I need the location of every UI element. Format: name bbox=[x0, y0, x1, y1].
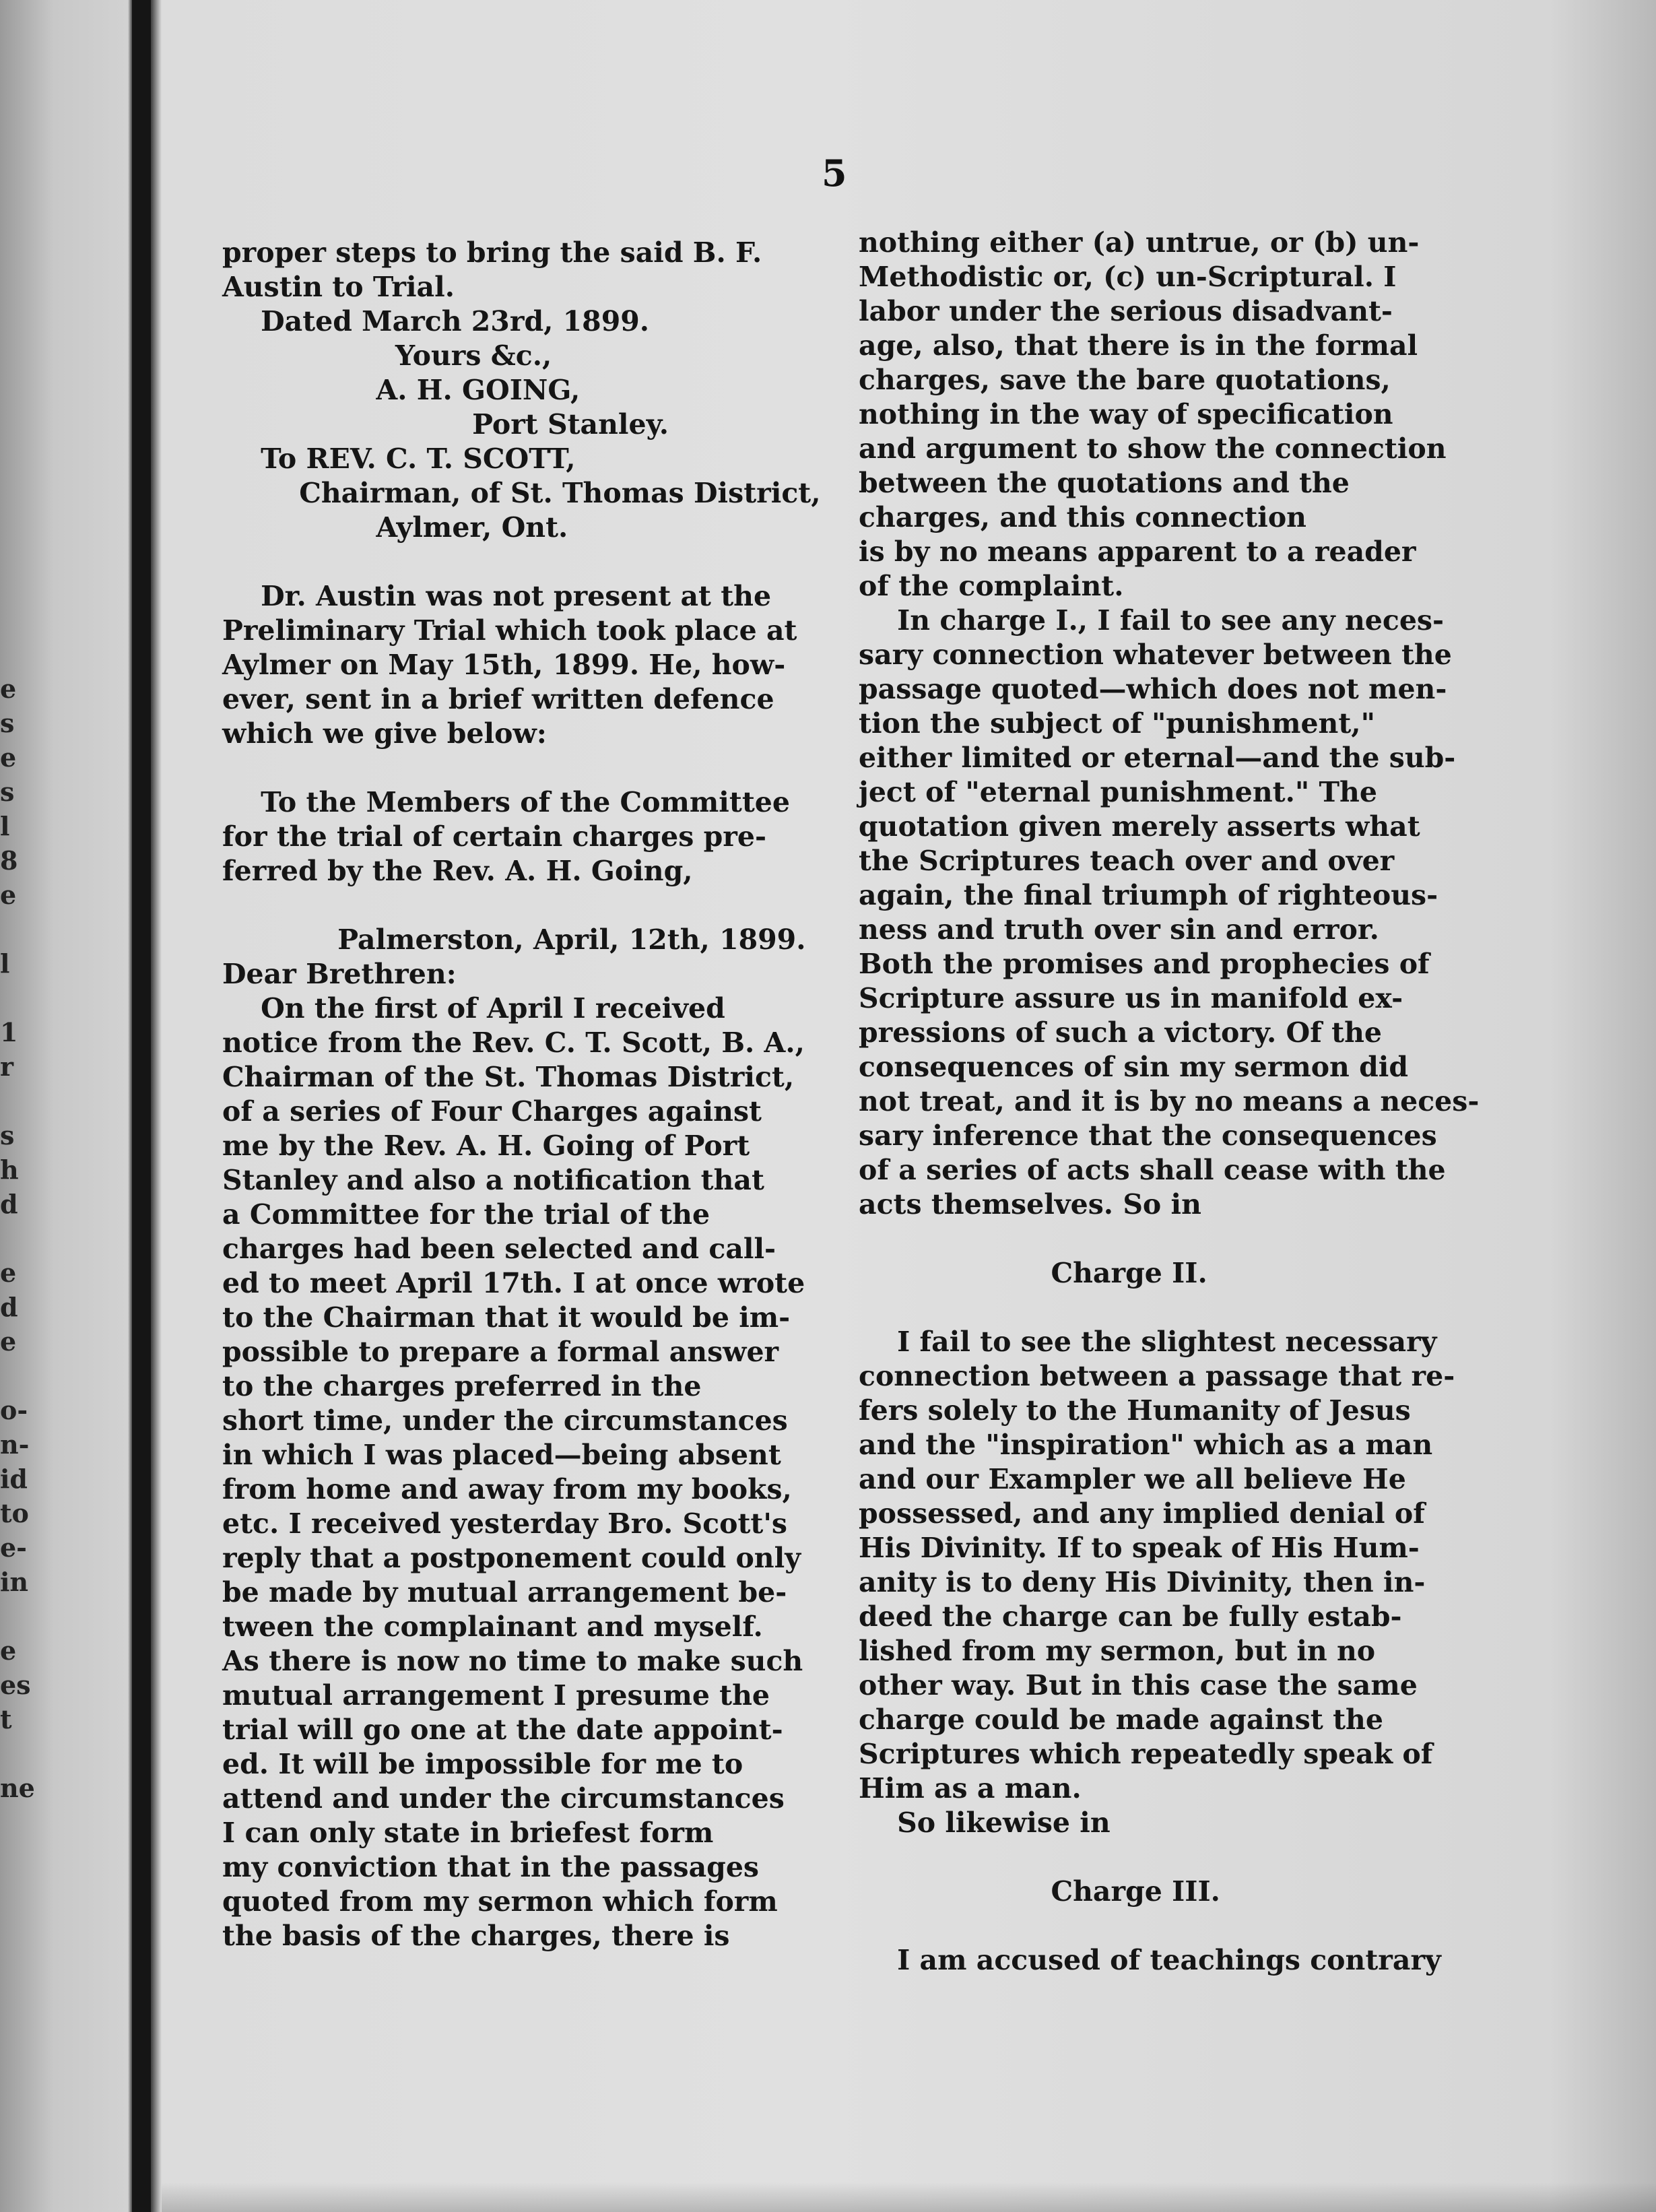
text-line: tion the subject of "punishment," bbox=[859, 707, 1375, 740]
facing-page-fragment: 1 bbox=[0, 1017, 18, 1047]
text-line bbox=[859, 1222, 1461, 1256]
facing-page-fragment: l bbox=[0, 948, 10, 979]
text-line: trial will go one at the date appoint- bbox=[222, 1714, 783, 1746]
facing-page-fragment: o- bbox=[0, 1395, 28, 1425]
book-spine-gutter bbox=[132, 0, 151, 2212]
text-line bbox=[222, 545, 828, 579]
text-line: of a series of acts shall cease with the bbox=[859, 1154, 1446, 1186]
text-line: and our Exampler we all believe He bbox=[859, 1463, 1406, 1495]
text-line: to the charges preferred in the bbox=[222, 1370, 702, 1402]
text-line: His Divinity. If to speak of His Hum- bbox=[859, 1532, 1420, 1564]
facing-page-fragment: s bbox=[0, 777, 15, 807]
text-line: On the first of April I received bbox=[222, 992, 725, 1024]
text-line: and argument to show the connection bbox=[859, 432, 1447, 465]
text-line: short time, under the circumstances bbox=[222, 1404, 788, 1437]
text-line: pressions of such a victory. Of the bbox=[859, 1016, 1383, 1049]
text-line: Both the promises and prophecies of bbox=[859, 948, 1430, 980]
text-line: either limited or eternal—and the sub- bbox=[859, 742, 1456, 774]
facing-page-fragment: d bbox=[0, 1292, 18, 1322]
text-line: Dated March 23rd, 1899. bbox=[222, 305, 650, 337]
text-line: tween the complainant and myself. bbox=[222, 1611, 763, 1643]
text-line bbox=[859, 1909, 1461, 1943]
text-line: I am accused of teachings contrary bbox=[859, 1944, 1441, 1976]
facing-page-fragment: e bbox=[0, 1635, 17, 1666]
text-line: for the trial of certain charges pre- bbox=[222, 820, 766, 853]
text-line: consequences of sin my sermon did bbox=[859, 1051, 1409, 1083]
text-line: Aylmer on May 15th, 1899. He, how- bbox=[222, 649, 786, 681]
text-line: and the "inspiration" which as a man bbox=[859, 1429, 1433, 1461]
text-line: charge could be made against the bbox=[859, 1703, 1383, 1736]
text-line: proper steps to bring the said B. F. bbox=[222, 236, 762, 269]
text-line: other way. But in this case the same bbox=[859, 1669, 1418, 1701]
text-line: In charge I., I fail to see any neces- bbox=[859, 604, 1445, 637]
text-line: ness and truth over sin and error. bbox=[859, 913, 1379, 946]
text-line: be made by mutual arrangement be- bbox=[222, 1576, 787, 1608]
text-line: Aylmer, Ont. bbox=[222, 511, 568, 544]
facing-page-fragment: r bbox=[0, 1051, 14, 1082]
text-line bbox=[222, 888, 828, 923]
text-line: To the Members of the Committee bbox=[222, 786, 790, 818]
text-line: Charge III. bbox=[859, 1875, 1220, 1908]
text-line: Yours &c., bbox=[222, 339, 552, 372]
text-line: from home and away from my books, bbox=[222, 1473, 792, 1505]
text-line: Port Stanley. bbox=[222, 408, 669, 441]
text-line: anity is to deny His Divinity, then in- bbox=[859, 1566, 1426, 1598]
text-line: Him as a man. bbox=[859, 1772, 1082, 1804]
text-line: reply that a postponement could only bbox=[222, 1542, 801, 1574]
text-line: Chairman of the St. Thomas District, bbox=[222, 1061, 795, 1093]
page-number: 5 bbox=[822, 152, 847, 195]
text-line: I fail to see the slightest necessary bbox=[859, 1326, 1437, 1358]
text-line: possible to prepare a formal answer bbox=[222, 1336, 779, 1368]
text-line: between the quotations and the bbox=[859, 467, 1350, 499]
text-line: Stanley and also a notification that bbox=[222, 1164, 764, 1196]
text-line: deed the charge can be fully estab- bbox=[859, 1600, 1402, 1633]
text-line: possessed, and any implied denial of bbox=[859, 1497, 1425, 1530]
text-line: ject of "eternal punishment." The bbox=[859, 776, 1377, 808]
text-line: quotation given merely asserts what bbox=[859, 810, 1420, 843]
text-line: connection between a passage that re- bbox=[859, 1360, 1455, 1392]
text-line: me by the Rev. A. H. Going of Port bbox=[222, 1130, 750, 1162]
text-line: ever, sent in a brief written defence bbox=[222, 683, 774, 715]
text-line: Austin to Trial. bbox=[222, 271, 455, 303]
text-line: Charge II. bbox=[859, 1257, 1207, 1289]
text-line: Methodistic or, (c) un-Scriptural. I bbox=[859, 261, 1397, 293]
text-line: my conviction that in the passages bbox=[222, 1851, 759, 1883]
facing-page-fragment: n- bbox=[0, 1429, 30, 1460]
text-line: So likewise in bbox=[859, 1807, 1111, 1839]
facing-page-fragment: l bbox=[0, 811, 10, 841]
facing-page-fragment: s bbox=[0, 1120, 15, 1150]
text-line bbox=[859, 1840, 1461, 1875]
text-line: Dear Brethren: bbox=[222, 958, 457, 990]
facing-page-fragment: e- bbox=[0, 1532, 27, 1563]
text-line: To REV. C. T. SCOTT, bbox=[222, 443, 576, 475]
text-line: A. H. GOING, bbox=[222, 374, 581, 406]
facing-page-fragment: to bbox=[0, 1498, 29, 1528]
text-line: labor under the serious disadvant- bbox=[859, 295, 1393, 327]
text-line: Scripture assure us in manifold ex- bbox=[859, 982, 1403, 1014]
text-line: Scriptures which repeatedly speak of bbox=[859, 1738, 1433, 1770]
text-line: Dr. Austin was not present at the bbox=[222, 580, 772, 612]
text-line: notice from the Rev. C. T. Scott, B. A., bbox=[222, 1027, 805, 1059]
left-text-column bbox=[222, 236, 828, 1953]
facing-page-edge bbox=[0, 0, 128, 2212]
text-line: which we give below: bbox=[222, 717, 547, 750]
text-line: the basis of the charges, there is bbox=[222, 1920, 730, 1952]
text-line: sary connection whatever between the bbox=[859, 639, 1452, 671]
text-line: ferred by the Rev. A. H. Going, bbox=[222, 855, 693, 887]
facing-page-fragment: e bbox=[0, 1258, 17, 1288]
facing-page-fragment: es bbox=[0, 1670, 31, 1700]
text-line: ed. It will be impossible for me to bbox=[222, 1748, 743, 1780]
text-line: charges, save the bare quotations, bbox=[859, 364, 1391, 396]
facing-page-fragment: h bbox=[0, 1154, 19, 1185]
text-line: again, the final triumph of righteous- bbox=[859, 879, 1438, 911]
text-line: As there is now no time to make such bbox=[222, 1645, 803, 1677]
text-line: nothing in the way of specification bbox=[859, 398, 1393, 430]
facing-page-fragment: e bbox=[0, 1326, 17, 1357]
text-line: passage quoted—which does not men- bbox=[859, 673, 1447, 705]
text-line: charges, and this connection bbox=[859, 501, 1306, 533]
facing-page-fragment: in bbox=[0, 1567, 29, 1597]
text-line: acts themselves. So in bbox=[859, 1188, 1201, 1221]
text-line: sary inference that the consequences bbox=[859, 1119, 1437, 1152]
text-line: age, also, that there is in the formal bbox=[859, 329, 1418, 362]
facing-page-fragment: ne bbox=[0, 1773, 35, 1803]
text-line: attend and under the circumstances bbox=[222, 1782, 785, 1815]
facing-page-fragment: id bbox=[0, 1464, 28, 1494]
text-line: the Scriptures teach over and over bbox=[859, 845, 1395, 877]
right-text-column bbox=[859, 226, 1480, 1978]
text-line: ed to meet April 17th. I at once wrote bbox=[222, 1267, 805, 1299]
text-line: quoted from my sermon which form bbox=[222, 1885, 778, 1918]
text-line: Palmerston, April, 12th, 1899. bbox=[222, 923, 806, 956]
text-line: fers solely to the Humanity of Jesus bbox=[859, 1394, 1411, 1427]
text-line: I can only state in briefest form bbox=[222, 1817, 714, 1849]
facing-page-fragment: e bbox=[0, 674, 17, 704]
page-bottom-shadow bbox=[162, 2182, 1656, 2212]
text-line: etc. I received yesterday Bro. Scott's bbox=[222, 1507, 787, 1540]
facing-page-fragment: s bbox=[0, 708, 15, 738]
text-line: of the complaint. bbox=[859, 570, 1124, 602]
text-line: of a series of Four Charges against bbox=[222, 1095, 762, 1128]
text-line bbox=[859, 1291, 1461, 1325]
text-line: a Committee for the trial of the bbox=[222, 1198, 710, 1231]
text-line: Preliminary Trial which took place at bbox=[222, 614, 797, 647]
text-line: in which I was placed—being absent bbox=[222, 1439, 781, 1471]
text-line: nothing either (a) untrue, or (b) un- bbox=[859, 226, 1420, 259]
text-line: charges had been selected and call- bbox=[222, 1233, 776, 1265]
text-line: not treat, and it is by no means a neces- bbox=[859, 1085, 1480, 1117]
text-line bbox=[222, 751, 828, 785]
facing-page-fragment: e bbox=[0, 880, 17, 910]
facing-page-fragment: 8 bbox=[0, 845, 18, 876]
facing-page-fragment: t bbox=[0, 1704, 12, 1734]
text-line: to the Chairman that it would be im- bbox=[222, 1301, 791, 1334]
text-line: mutual arrangement I presume the bbox=[222, 1679, 770, 1712]
facing-page-fragment: d bbox=[0, 1189, 18, 1219]
text-line: Chairman, of St. Thomas District, bbox=[222, 477, 821, 509]
text-line: is by no means apparent to a reader bbox=[859, 535, 1416, 568]
text-line: lished from my sermon, but in no bbox=[859, 1635, 1376, 1667]
facing-page-fragment: e bbox=[0, 742, 17, 773]
